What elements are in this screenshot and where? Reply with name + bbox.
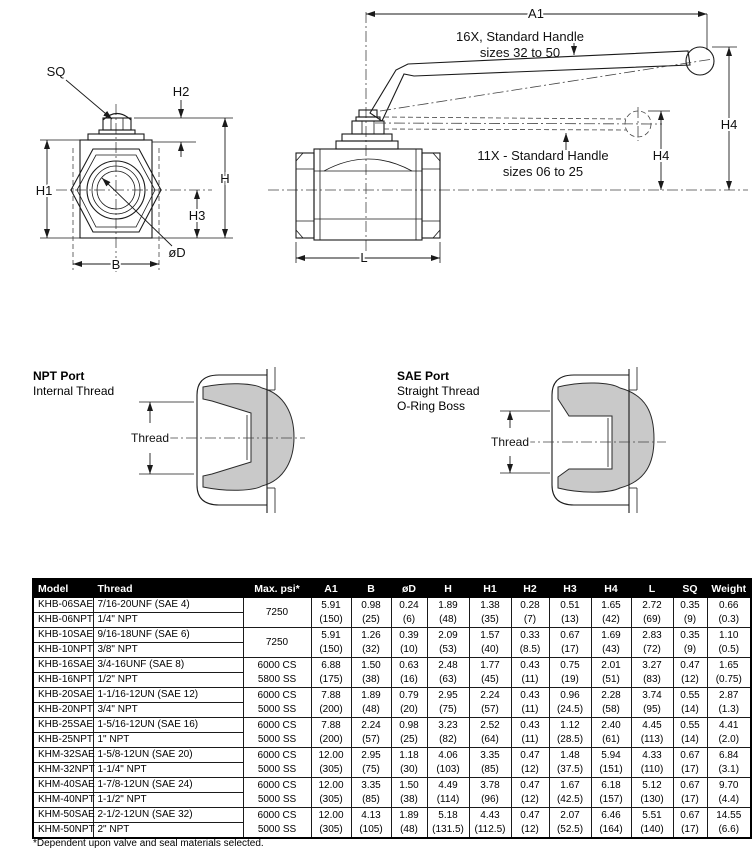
column-header: B [351, 579, 391, 598]
dimension-cell: 1.69 (43) [591, 628, 631, 658]
dimension-cell: 0.67 (17) [673, 778, 707, 808]
model-cell: KHB-20SAE [33, 688, 93, 703]
thread-cell: 1-5/8-12UN (SAE 20) [93, 748, 243, 763]
dimension-cell: 1.48 (37.5) [549, 748, 591, 778]
dimension-cell: 0.63 (16) [391, 658, 427, 688]
dimension-cell: 1.65 (0.75) [707, 658, 751, 688]
column-header: H3 [549, 579, 591, 598]
thread-cell: 3/4" NPT [93, 703, 243, 718]
dimension-cell: 0.55 (14) [673, 718, 707, 748]
max-psi-cell: 7250 [243, 628, 311, 658]
dimension-cell: 0.96 (24.5) [549, 688, 591, 718]
column-header: H1 [469, 579, 511, 598]
sae-port-subtitle: Straight Thread [397, 384, 480, 398]
thread-cell: 1-7/8-12UN (SAE 24) [93, 778, 243, 793]
dimension-cell: 0.47 (12) [511, 808, 549, 839]
table-row [33, 778, 751, 793]
model-cell: KHM-40SAE [33, 778, 93, 793]
dim-label-sq: SQ [46, 64, 66, 79]
column-header: A1 [311, 579, 351, 598]
table-footnote: *Dependent upon valve and seal materials selected. [33, 838, 264, 849]
max-psi-cell: 6000 CS 5000 SS [243, 808, 311, 839]
dimension-cell: 1.89 (48) [427, 598, 469, 628]
model-cell: KHB-10SAE [33, 628, 93, 643]
table-row [33, 688, 751, 703]
dimension-cell: 6.88 (175) [311, 658, 351, 688]
dimension-cell: 2.83 (72) [631, 628, 673, 658]
model-cell: KHB-16SAE [33, 658, 93, 673]
model-cell: KHB-10NPT [33, 643, 93, 658]
dimension-cell: 7.88 (200) [311, 688, 351, 718]
dimension-cell: 3.78 (96) [469, 778, 511, 808]
dimension-cell: 2.48 (63) [427, 658, 469, 688]
side-view-drawing [268, 6, 748, 265]
dimension-cell: 4.06 (103) [427, 748, 469, 778]
dimension-cell: 0.35 (9) [673, 598, 707, 628]
column-header: H2 [511, 579, 549, 598]
dimension-cell: 0.43 (11) [511, 688, 549, 718]
dimension-cell: 5.94 (151) [591, 748, 631, 778]
thread-cell: 9/16-18UNF (SAE 6) [93, 628, 243, 643]
max-psi-cell: 6000 CS 5000 SS [243, 778, 311, 808]
npt-port-subtitle: Internal Thread [33, 384, 115, 398]
dimension-cell: 4.43 (112.5) [469, 808, 511, 839]
dim-label-h4-inner: H4 [652, 148, 670, 163]
dimension-cell: 1.12 (28.5) [549, 718, 591, 748]
model-cell: KHM-50SAE [33, 808, 93, 823]
max-psi-cell: 6000 CS 5000 SS [243, 688, 311, 718]
handle-note-11x-line1: 11X - Standard Handle [477, 148, 609, 163]
table-row [33, 628, 751, 643]
thread-cell: 2-1/2-12UN (SAE 32) [93, 808, 243, 823]
max-psi-cell: 7250 [243, 598, 311, 628]
header-row [33, 579, 751, 598]
dimension-cell: 12.00 (305) [311, 748, 351, 778]
spec-table [32, 578, 752, 839]
dimension-cell: 5.18 (131.5) [427, 808, 469, 839]
column-header: H [427, 579, 469, 598]
model-cell: KHB-16NPT [33, 673, 93, 688]
dimension-cell: 2.95 (75) [351, 748, 391, 778]
dimension-cell: 0.43 (11) [511, 658, 549, 688]
thread-cell: 3/8" NPT [93, 643, 243, 658]
column-header: øD [391, 579, 427, 598]
thread-cell: 1/4" NPT [93, 613, 243, 628]
sae-port-subtitle2: O-Ring Boss [397, 399, 466, 413]
dim-label-diameter: øD [168, 245, 186, 260]
dimension-cell: 0.55 (14) [673, 688, 707, 718]
dim-label-b: B [111, 257, 121, 272]
max-psi-cell: 6000 CS 5000 SS [243, 748, 311, 778]
thread-cell: 1" NPT [93, 733, 243, 748]
model-cell: KHB-25SAE [33, 718, 93, 733]
dimension-cell: 6.46 (164) [591, 808, 631, 839]
dimension-cell: 2.24 (57) [469, 688, 511, 718]
dimension-cell: 0.98 (25) [351, 598, 391, 628]
dimension-cell: 5.91 (150) [311, 628, 351, 658]
table-row [33, 658, 751, 673]
table-row [33, 718, 751, 733]
thread-cell: 2" NPT [93, 823, 243, 839]
max-psi-cell: 6000 CS 5000 SS [243, 718, 311, 748]
dimension-cell: 3.35 (85) [469, 748, 511, 778]
npt-port-title: NPT Port [33, 369, 85, 383]
dimension-cell: 0.51 (13) [549, 598, 591, 628]
dimension-cell: 3.23 (82) [427, 718, 469, 748]
dimension-cell: 2.72 (69) [631, 598, 673, 628]
dimension-cell: 0.67 (17) [673, 748, 707, 778]
dimension-cell: 1.18 (30) [391, 748, 427, 778]
dimension-cell: 1.89 (48) [391, 808, 427, 839]
dimension-cell: 1.50 (38) [391, 778, 427, 808]
dimension-cell: 0.47 (12) [511, 748, 549, 778]
column-header: Thread [93, 579, 243, 598]
dimension-cell: 0.66 (0.3) [707, 598, 751, 628]
dimension-cell: 2.28 (58) [591, 688, 631, 718]
model-cell: KHM-32SAE [33, 748, 93, 763]
column-header: Weight [707, 579, 751, 598]
dimension-cell: 0.24 (6) [391, 598, 427, 628]
dimension-cell: 1.50 (38) [351, 658, 391, 688]
column-header: SQ [673, 579, 707, 598]
dimension-cell: 0.79 (20) [391, 688, 427, 718]
table-row [33, 598, 751, 613]
dim-label-a1: A1 [528, 6, 544, 21]
thread-cell: 1-1/16-12UN (SAE 12) [93, 688, 243, 703]
npt-thread-label: Thread [130, 431, 170, 445]
dimension-cell: 2.07 (52.5) [549, 808, 591, 839]
column-header: Max. psi* [243, 579, 311, 598]
dimension-cell: 0.67 (17) [673, 808, 707, 839]
column-header: Model [33, 579, 93, 598]
dimension-cell: 3.27 (83) [631, 658, 673, 688]
front-view-drawing [36, 64, 233, 272]
dimension-cell: 1.26 (32) [351, 628, 391, 658]
dimension-cell: 14.55 (6.6) [707, 808, 751, 839]
dimension-cell: 1.67 (42.5) [549, 778, 591, 808]
handle-note-16x-line1: 16X, Standard Handle [456, 29, 584, 44]
dimension-cell: 6.84 (3.1) [707, 748, 751, 778]
dimension-cell: 2.09 (53) [427, 628, 469, 658]
dimension-cell: 0.28 (7) [511, 598, 549, 628]
dim-label-h: H [220, 171, 230, 186]
dimension-cell: 2.40 (61) [591, 718, 631, 748]
thread-cell: 1-5/16-12UN (SAE 16) [93, 718, 243, 733]
dimension-cell: 12.00 (305) [311, 778, 351, 808]
model-cell: KHM-40NPT [33, 793, 93, 808]
dimension-cell: 0.67 (17) [549, 628, 591, 658]
spec-table-section [32, 578, 752, 839]
dim-label-h2: H2 [172, 84, 190, 99]
thread-cell: 7/16-20UNF (SAE 4) [93, 598, 243, 613]
handle-note-16x-line2: sizes 32 to 50 [479, 45, 561, 60]
dimension-cell: 6.18 (157) [591, 778, 631, 808]
model-cell: KHB-25NPT [33, 733, 93, 748]
thread-cell: 1/2" NPT [93, 673, 243, 688]
dimension-cell: 2.52 (64) [469, 718, 511, 748]
dimension-cell: 4.49 (114) [427, 778, 469, 808]
dimension-cell: 0.43 (11) [511, 718, 549, 748]
dimension-cell: 1.38 (35) [469, 598, 511, 628]
dim-label-h3: H3 [188, 208, 206, 223]
dimension-cell: 0.33 (8.5) [511, 628, 549, 658]
sae-port-drawing [478, 363, 693, 521]
dimension-cell: 1.65 (42) [591, 598, 631, 628]
dimension-cell: 2.95 (75) [427, 688, 469, 718]
dimension-cell: 4.33 (110) [631, 748, 673, 778]
dimension-cell: 7.88 (200) [311, 718, 351, 748]
dimension-cell: 5.12 (130) [631, 778, 673, 808]
max-psi-cell: 6000 CS 5800 SS [243, 658, 311, 688]
dimension-cell: 1.10 (0.5) [707, 628, 751, 658]
dimension-cell: 0.35 (9) [673, 628, 707, 658]
dimension-cell: 0.39 (10) [391, 628, 427, 658]
npt-port-label-block [33, 369, 114, 399]
dimension-cell: 4.13 (105) [351, 808, 391, 839]
dimension-cell: 0.98 (25) [391, 718, 427, 748]
model-cell: KHB-06SAE [33, 598, 93, 613]
table-row [33, 808, 751, 823]
dimension-cell: 0.75 (19) [549, 658, 591, 688]
dimension-cell: 0.47 (12) [673, 658, 707, 688]
table-row [33, 748, 751, 763]
dimension-cell: 2.01 (51) [591, 658, 631, 688]
dimension-cell: 12.00 (305) [311, 808, 351, 839]
thread-cell: 1-1/2" NPT [93, 793, 243, 808]
handle-note-11x-line2: sizes 06 to 25 [502, 164, 584, 179]
dimension-cell: 3.35 (85) [351, 778, 391, 808]
npt-port-drawing [115, 363, 315, 521]
dimension-cell: 5.91 (150) [311, 598, 351, 628]
dimension-cell: 5.51 (140) [631, 808, 673, 839]
dimension-cell: 4.41 (2.0) [707, 718, 751, 748]
thread-cell: 1-1/4" NPT [93, 763, 243, 778]
dimension-cell: 2.87 (1.3) [707, 688, 751, 718]
model-cell: KHB-20NPT [33, 703, 93, 718]
dimension-cell: 3.74 (95) [631, 688, 673, 718]
model-cell: KHM-50NPT [33, 823, 93, 839]
sae-thread-label: Thread [490, 435, 530, 449]
dim-label-h1: H1 [35, 183, 53, 198]
dimension-cell: 1.77 (45) [469, 658, 511, 688]
model-cell: KHM-32NPT [33, 763, 93, 778]
dimension-cell: 1.57 (40) [469, 628, 511, 658]
valve-dimension-drawing [0, 0, 752, 310]
dim-label-l: L [360, 250, 368, 265]
dimension-cell: 4.45 (113) [631, 718, 673, 748]
dimension-cell: 1.89 (48) [351, 688, 391, 718]
thread-cell: 3/4-16UNF (SAE 8) [93, 658, 243, 673]
dimension-cell: 9.70 (4.4) [707, 778, 751, 808]
dimension-cell: 0.47 (12) [511, 778, 549, 808]
model-cell: KHB-06NPT [33, 613, 93, 628]
column-header: L [631, 579, 673, 598]
sae-port-title: SAE Port [397, 369, 450, 383]
dim-label-h4-outer: H4 [720, 117, 738, 132]
column-header: H4 [591, 579, 631, 598]
sae-port-label-block [397, 369, 480, 414]
dimension-cell: 2.24 (57) [351, 718, 391, 748]
